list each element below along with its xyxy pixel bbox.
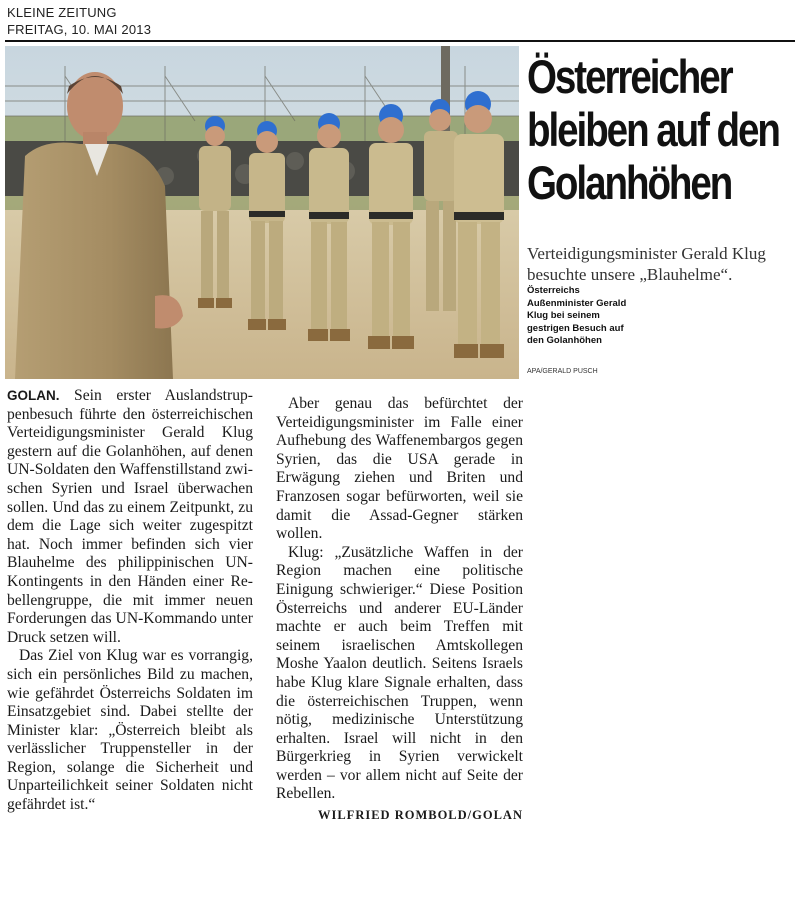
article-paragraph-3: Aber genau das befürchtet der Verteidigungsminister im Falle einer Aufhebung des Waffenembargos gegen Syrien, das die USA gerade in Erwägung ziehen und Briten und Franzosen sogar befürworten, weil sie damit die Assad-Gegner stärken wollen. <box>276 395 523 543</box>
paragraph-1-text: Sein erster Auslandstruppenbesuch führte den österreichischen Verteidigungsminister Gerald Klug gestern auf die Golanhöhen, auf denen UN-Soldaten den Waffenstillstand zwischen Syrien und Israel überwachen sollen. Und das zu einem Zeitpunkt, zu dem die Lage sich weiter zugespitzt hat. Noch immer befinden sich vier Blauhelme des philippinischen UN-Kontingents in den Händen einer Rebellengruppe, die mit immer neuen Forderungen das UN-Kommando unter Druck setzen will. <box>7 387 253 646</box>
byline: WILFRIED ROMBOLD/GOLAN <box>317 808 523 823</box>
article-photo <box>5 46 519 379</box>
subhead: Verteidigungsminister Gerald Klug besuchte unsere „Blauhelme“. <box>527 244 766 284</box>
headline <box>527 50 779 209</box>
article-column-2 <box>276 395 523 825</box>
headline-line-2: bleiben auf den <box>527 103 779 156</box>
photo-minister-soldiers-icon <box>5 46 519 379</box>
issue-date: FREITAG, 10. MAI 2013 <box>7 22 152 37</box>
dateline-kicker: GOLAN. <box>7 388 60 403</box>
article-paragraph-2: Das Ziel von Klug war es vorrangig, sich ein persönliches Bild zu machen, wie gefährdet Österreichs Soldaten im Einsatzgebiet sind. Dabei stellte der Minister klar: „Österreich bleibt als verlässlicher Truppensteller in der Region, solange die Sicherheit und Unparteilichkeit seiner Soldaten nicht gefährdet ist.“ <box>7 647 253 814</box>
photo-caption: Österreichs Außenminister Gerald Klug bei seinem gestrigen Besuch auf den Golanhöhen <box>527 285 627 346</box>
article-paragraph-4: Klug: „Zusätzliche Waffen in der Region machen eine politische Einigung schwieriger.“ Diese Position Österreichs und anderer EU-Länder machte er auch beim Treffen mit seinem israelischen Amtskollegen Moshe Yaalon deutlich. Seitens Israels habe Klug klare Signale erhalten, dass die österreichischen Truppen, wenn nötig, medizinische Unterstützung erhalten. Israel will nicht in den Bürgerkrieg in Syrien verwickelt werden – vor allem nicht auf Seite der Rebellen. <box>276 543 523 803</box>
headline-line-1: Österreicher <box>527 50 732 103</box>
paper-name: KLEINE ZEITUNG <box>7 5 117 20</box>
headline-line-3: Golanhöhen <box>527 156 732 209</box>
masthead <box>7 4 151 38</box>
photo-credit: APA/GERALD PUSCH <box>527 368 598 375</box>
article-paragraph-1 <box>7 387 253 647</box>
article-column-1 <box>7 387 253 815</box>
masthead-rule <box>5 40 795 42</box>
